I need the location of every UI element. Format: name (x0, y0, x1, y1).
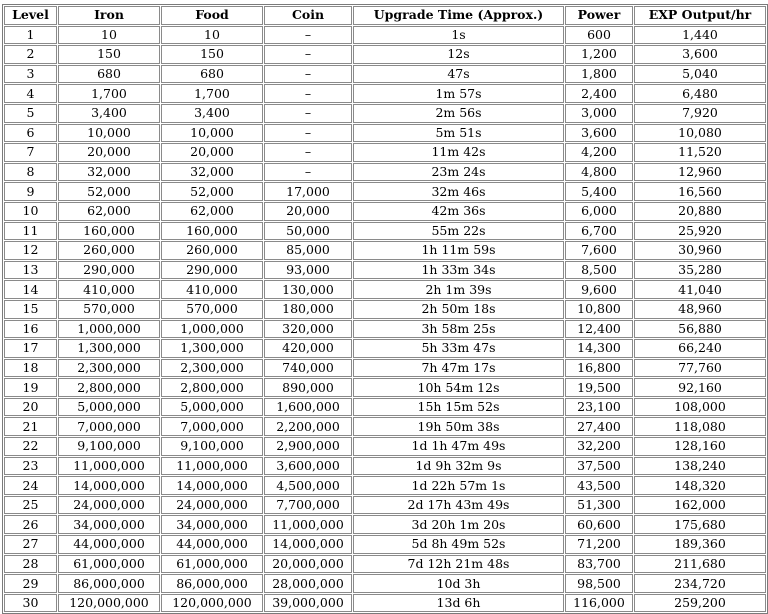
table-row (4, 359, 766, 378)
cell-coin: 180,000 (264, 300, 352, 319)
header-coin: Coin (264, 6, 352, 25)
cell-level: 16 (4, 320, 57, 339)
cell-level: 11 (4, 222, 57, 241)
cell-exp-output: 259,200 (634, 594, 766, 613)
cell-food: 2,800,000 (161, 378, 263, 397)
cell-level: 26 (4, 515, 57, 534)
cell-upgrade-time: 12s (353, 45, 564, 64)
cell-coin: 14,000,000 (264, 535, 352, 554)
cell-coin: 420,000 (264, 339, 352, 358)
cell-food: 9,100,000 (161, 437, 263, 456)
cell-upgrade-time: 1h 11m 59s (353, 241, 564, 260)
cell-coin: 320,000 (264, 320, 352, 339)
cell-level: 2 (4, 45, 57, 64)
table-row (4, 143, 766, 162)
table-row (4, 398, 766, 417)
cell-exp-output: 3,600 (634, 45, 766, 64)
cell-iron: 7,000,000 (58, 417, 160, 436)
cell-power: 37,500 (565, 457, 633, 476)
cell-power: 1,800 (565, 65, 633, 84)
cell-power: 23,100 (565, 398, 633, 417)
cell-level: 27 (4, 535, 57, 554)
table-row (4, 476, 766, 495)
table-row (4, 515, 766, 534)
cell-iron: 3,400 (58, 104, 160, 123)
cell-iron: 10,000 (58, 124, 160, 143)
cell-food: 7,000,000 (161, 417, 263, 436)
cell-upgrade-time: 11m 42s (353, 143, 564, 162)
cell-level: 29 (4, 574, 57, 593)
cell-food: 11,000,000 (161, 457, 263, 476)
cell-iron: 1,000,000 (58, 320, 160, 339)
cell-food: 1,000,000 (161, 320, 263, 339)
cell-iron: 120,000,000 (58, 594, 160, 613)
cell-coin: – (264, 124, 352, 143)
cell-level: 28 (4, 555, 57, 574)
table-row (4, 300, 766, 319)
cell-coin: 11,000,000 (264, 515, 352, 534)
cell-coin: 39,000,000 (264, 594, 352, 613)
table-row (4, 104, 766, 123)
cell-iron: 410,000 (58, 280, 160, 299)
cell-power: 32,200 (565, 437, 633, 456)
cell-iron: 680 (58, 65, 160, 84)
cell-power: 116,000 (565, 594, 633, 613)
cell-exp-output: 162,000 (634, 496, 766, 515)
upgrade-table (2, 4, 768, 614)
cell-coin: 2,900,000 (264, 437, 352, 456)
cell-iron: 61,000,000 (58, 555, 160, 574)
cell-upgrade-time: 42m 36s (353, 202, 564, 221)
cell-exp-output: 6,480 (634, 84, 766, 103)
cell-exp-output: 35,280 (634, 261, 766, 280)
cell-upgrade-time: 7h 47m 17s (353, 359, 564, 378)
cell-exp-output: 108,000 (634, 398, 766, 417)
table-row (4, 124, 766, 143)
cell-coin: – (264, 45, 352, 64)
cell-food: 61,000,000 (161, 555, 263, 574)
cell-upgrade-time: 47s (353, 65, 564, 84)
cell-upgrade-time: 1h 33m 34s (353, 261, 564, 280)
cell-level: 21 (4, 417, 57, 436)
cell-power: 43,500 (565, 476, 633, 495)
cell-upgrade-time: 1s (353, 26, 564, 45)
cell-food: 44,000,000 (161, 535, 263, 554)
cell-exp-output: 211,680 (634, 555, 766, 574)
cell-coin: – (264, 65, 352, 84)
cell-power: 83,700 (565, 555, 633, 574)
table-row (4, 280, 766, 299)
cell-power: 5,400 (565, 182, 633, 201)
cell-level: 18 (4, 359, 57, 378)
cell-food: 680 (161, 65, 263, 84)
cell-iron: 260,000 (58, 241, 160, 260)
cell-coin: 3,600,000 (264, 457, 352, 476)
cell-power: 60,600 (565, 515, 633, 534)
cell-upgrade-time: 5m 51s (353, 124, 564, 143)
cell-food: 10,000 (161, 124, 263, 143)
cell-exp-output: 16,560 (634, 182, 766, 201)
cell-exp-output: 56,880 (634, 320, 766, 339)
cell-food: 2,300,000 (161, 359, 263, 378)
cell-food: 24,000,000 (161, 496, 263, 515)
header-upgrade-time: Upgrade Time (Approx.) (353, 6, 564, 25)
cell-iron: 34,000,000 (58, 515, 160, 534)
cell-level: 6 (4, 124, 57, 143)
cell-food: 5,000,000 (161, 398, 263, 417)
table-header-row (4, 6, 766, 25)
cell-power: 1,200 (565, 45, 633, 64)
cell-upgrade-time: 32m 46s (353, 182, 564, 201)
cell-food: 32,000 (161, 163, 263, 182)
cell-upgrade-time: 2m 56s (353, 104, 564, 123)
cell-power: 8,500 (565, 261, 633, 280)
cell-coin: 1,600,000 (264, 398, 352, 417)
cell-upgrade-time: 5d 8h 49m 52s (353, 535, 564, 554)
cell-iron: 1,300,000 (58, 339, 160, 358)
cell-coin: 7,700,000 (264, 496, 352, 515)
cell-iron: 9,100,000 (58, 437, 160, 456)
table-row (4, 65, 766, 84)
cell-level: 7 (4, 143, 57, 162)
cell-coin: 740,000 (264, 359, 352, 378)
cell-level: 19 (4, 378, 57, 397)
table-row (4, 574, 766, 593)
cell-coin: 28,000,000 (264, 574, 352, 593)
cell-exp-output: 10,080 (634, 124, 766, 143)
cell-coin: 85,000 (264, 241, 352, 260)
table-row (4, 261, 766, 280)
cell-level: 3 (4, 65, 57, 84)
table-row (4, 202, 766, 221)
cell-coin: – (264, 84, 352, 103)
cell-iron: 20,000 (58, 143, 160, 162)
cell-iron: 160,000 (58, 222, 160, 241)
cell-exp-output: 234,720 (634, 574, 766, 593)
cell-food: 570,000 (161, 300, 263, 319)
cell-upgrade-time: 10d 3h (353, 574, 564, 593)
cell-exp-output: 5,040 (634, 65, 766, 84)
cell-upgrade-time: 1d 9h 32m 9s (353, 457, 564, 476)
cell-exp-output: 12,960 (634, 163, 766, 182)
cell-food: 260,000 (161, 241, 263, 260)
cell-exp-output: 41,040 (634, 280, 766, 299)
table-row (4, 555, 766, 574)
cell-upgrade-time: 2h 50m 18s (353, 300, 564, 319)
cell-coin: 130,000 (264, 280, 352, 299)
cell-food: 150 (161, 45, 263, 64)
cell-power: 71,200 (565, 535, 633, 554)
cell-exp-output: 48,960 (634, 300, 766, 319)
cell-level: 14 (4, 280, 57, 299)
cell-exp-output: 189,360 (634, 535, 766, 554)
cell-power: 3,600 (565, 124, 633, 143)
cell-power: 600 (565, 26, 633, 45)
cell-coin: 4,500,000 (264, 476, 352, 495)
cell-upgrade-time: 3d 20h 1m 20s (353, 515, 564, 534)
cell-food: 10 (161, 26, 263, 45)
cell-power: 6,700 (565, 222, 633, 241)
cell-power: 12,400 (565, 320, 633, 339)
cell-level: 24 (4, 476, 57, 495)
table-row (4, 496, 766, 515)
cell-power: 4,800 (565, 163, 633, 182)
cell-upgrade-time: 3h 58m 25s (353, 320, 564, 339)
cell-coin: 17,000 (264, 182, 352, 201)
cell-upgrade-time: 10h 54m 12s (353, 378, 564, 397)
cell-exp-output: 66,240 (634, 339, 766, 358)
cell-power: 2,400 (565, 84, 633, 103)
cell-level: 22 (4, 437, 57, 456)
cell-iron: 570,000 (58, 300, 160, 319)
cell-coin: 20,000 (264, 202, 352, 221)
cell-exp-output: 175,680 (634, 515, 766, 534)
cell-food: 14,000,000 (161, 476, 263, 495)
cell-power: 6,000 (565, 202, 633, 221)
cell-iron: 86,000,000 (58, 574, 160, 593)
cell-food: 86,000,000 (161, 574, 263, 593)
cell-power: 98,500 (565, 574, 633, 593)
cell-food: 3,400 (161, 104, 263, 123)
cell-level: 1 (4, 26, 57, 45)
cell-level: 12 (4, 241, 57, 260)
table-row (4, 163, 766, 182)
cell-food: 34,000,000 (161, 515, 263, 534)
cell-exp-output: 138,240 (634, 457, 766, 476)
table-row (4, 339, 766, 358)
cell-level: 15 (4, 300, 57, 319)
table-row (4, 222, 766, 241)
cell-power: 4,200 (565, 143, 633, 162)
cell-level: 5 (4, 104, 57, 123)
cell-coin: 890,000 (264, 378, 352, 397)
cell-exp-output: 1,440 (634, 26, 766, 45)
cell-food: 52,000 (161, 182, 263, 201)
cell-power: 27,400 (565, 417, 633, 436)
cell-iron: 11,000,000 (58, 457, 160, 476)
cell-iron: 2,800,000 (58, 378, 160, 397)
cell-food: 410,000 (161, 280, 263, 299)
cell-iron: 150 (58, 45, 160, 64)
cell-iron: 10 (58, 26, 160, 45)
cell-food: 1,700 (161, 84, 263, 103)
cell-level: 23 (4, 457, 57, 476)
cell-exp-output: 30,960 (634, 241, 766, 260)
cell-food: 120,000,000 (161, 594, 263, 613)
cell-power: 10,800 (565, 300, 633, 319)
cell-iron: 52,000 (58, 182, 160, 201)
header-iron: Iron (58, 6, 160, 25)
cell-food: 62,000 (161, 202, 263, 221)
cell-upgrade-time: 15h 15m 52s (353, 398, 564, 417)
cell-coin: – (264, 143, 352, 162)
cell-iron: 32,000 (58, 163, 160, 182)
cell-upgrade-time: 55m 22s (353, 222, 564, 241)
table-row (4, 241, 766, 260)
cell-upgrade-time: 1d 1h 47m 49s (353, 437, 564, 456)
cell-coin: 93,000 (264, 261, 352, 280)
cell-upgrade-time: 1d 22h 57m 1s (353, 476, 564, 495)
cell-coin: – (264, 163, 352, 182)
cell-upgrade-time: 5h 33m 47s (353, 339, 564, 358)
cell-exp-output: 148,320 (634, 476, 766, 495)
table-row (4, 535, 766, 554)
cell-power: 19,500 (565, 378, 633, 397)
table-body (4, 26, 766, 613)
cell-coin: 20,000,000 (264, 555, 352, 574)
table-row (4, 182, 766, 201)
table-row (4, 378, 766, 397)
cell-power: 14,300 (565, 339, 633, 358)
table-row (4, 457, 766, 476)
cell-food: 1,300,000 (161, 339, 263, 358)
table-row (4, 437, 766, 456)
table-row (4, 320, 766, 339)
table-row (4, 417, 766, 436)
cell-power: 7,600 (565, 241, 633, 260)
cell-upgrade-time: 2d 17h 43m 49s (353, 496, 564, 515)
cell-food: 20,000 (161, 143, 263, 162)
table-row (4, 84, 766, 103)
cell-upgrade-time: 1m 57s (353, 84, 564, 103)
cell-level: 17 (4, 339, 57, 358)
cell-iron: 62,000 (58, 202, 160, 221)
cell-coin: – (264, 104, 352, 123)
cell-level: 13 (4, 261, 57, 280)
cell-coin: – (264, 26, 352, 45)
cell-exp-output: 128,160 (634, 437, 766, 456)
cell-power: 16,800 (565, 359, 633, 378)
cell-iron: 44,000,000 (58, 535, 160, 554)
header-level: Level (4, 6, 57, 25)
cell-iron: 2,300,000 (58, 359, 160, 378)
cell-level: 20 (4, 398, 57, 417)
cell-exp-output: 11,520 (634, 143, 766, 162)
cell-level: 30 (4, 594, 57, 613)
cell-power: 3,000 (565, 104, 633, 123)
cell-exp-output: 7,920 (634, 104, 766, 123)
header-power: Power (565, 6, 633, 25)
cell-iron: 1,700 (58, 84, 160, 103)
cell-power: 9,600 (565, 280, 633, 299)
cell-upgrade-time: 2h 1m 39s (353, 280, 564, 299)
header-food: Food (161, 6, 263, 25)
cell-iron: 14,000,000 (58, 476, 160, 495)
cell-upgrade-time: 13d 6h (353, 594, 564, 613)
cell-coin: 50,000 (264, 222, 352, 241)
cell-iron: 290,000 (58, 261, 160, 280)
cell-coin: 2,200,000 (264, 417, 352, 436)
cell-food: 290,000 (161, 261, 263, 280)
cell-iron: 24,000,000 (58, 496, 160, 515)
cell-level: 9 (4, 182, 57, 201)
cell-exp-output: 25,920 (634, 222, 766, 241)
cell-exp-output: 77,760 (634, 359, 766, 378)
cell-iron: 5,000,000 (58, 398, 160, 417)
cell-level: 10 (4, 202, 57, 221)
cell-level: 25 (4, 496, 57, 515)
table-row (4, 45, 766, 64)
cell-level: 8 (4, 163, 57, 182)
cell-exp-output: 118,080 (634, 417, 766, 436)
table-row (4, 26, 766, 45)
cell-exp-output: 20,880 (634, 202, 766, 221)
header-exp-output: EXP Output/hr (634, 6, 766, 25)
cell-food: 160,000 (161, 222, 263, 241)
cell-power: 51,300 (565, 496, 633, 515)
cell-exp-output: 92,160 (634, 378, 766, 397)
cell-level: 4 (4, 84, 57, 103)
cell-upgrade-time: 23m 24s (353, 163, 564, 182)
cell-upgrade-time: 7d 12h 21m 48s (353, 555, 564, 574)
cell-upgrade-time: 19h 50m 38s (353, 417, 564, 436)
